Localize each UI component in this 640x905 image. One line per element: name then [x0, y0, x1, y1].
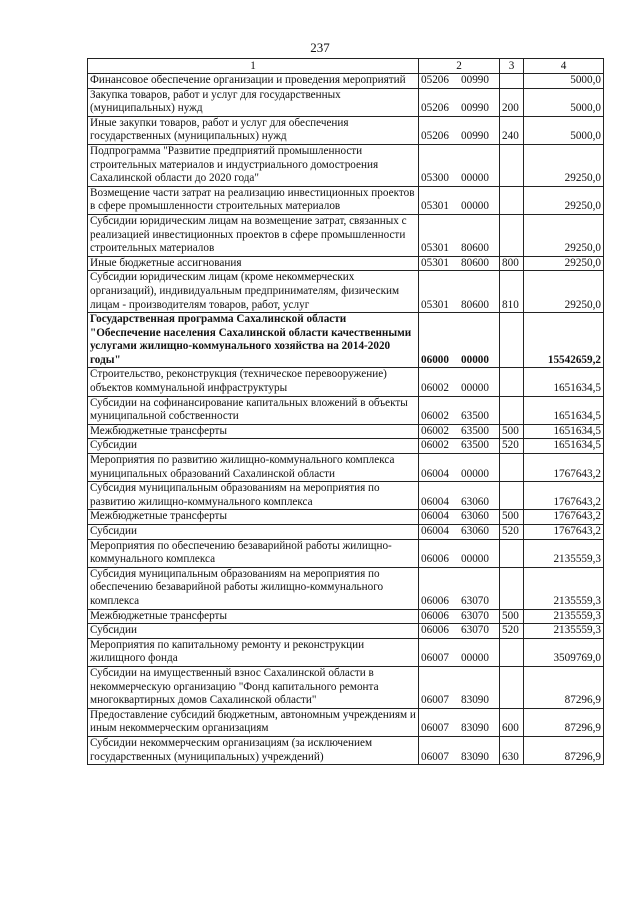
row-name: Межбюджетные трансферты: [88, 510, 419, 525]
row-amount: 1651634,5: [524, 424, 604, 439]
row-amount: 1767643,2: [524, 510, 604, 525]
row-code-direction: 63070: [461, 609, 489, 622]
row-amount: 29250,0: [524, 214, 604, 256]
row-name: Субсидии на софинансирование капитальных вложений в объекты муниципальной собственности: [88, 396, 419, 424]
row-code: [419, 313, 500, 368]
row-code: [419, 638, 500, 666]
row-code-program: 05301: [421, 298, 449, 311]
row-expense-type: 500: [500, 510, 524, 525]
row-name: Государственная программа Сахалинской области "Обеспечение населения Сахалинской области качественными услугами жилищно-коммунального хозяйства на 2014-2020 годы": [88, 313, 419, 368]
row-code-direction: 63070: [461, 594, 489, 607]
row-expense-type: 800: [500, 256, 524, 271]
row-code-program: 06004: [421, 495, 449, 508]
row-code-program: 06006: [421, 594, 449, 607]
table-row: [88, 271, 604, 313]
row-amount: 3509769,0: [524, 638, 604, 666]
table-row: [88, 567, 604, 609]
row-code-direction: 80600: [461, 298, 489, 311]
row-amount: 1651634,5: [524, 368, 604, 396]
row-code: [419, 567, 500, 609]
row-code-program: 06002: [421, 424, 449, 437]
row-amount: 1651634,5: [524, 439, 604, 454]
row-expense-type: [500, 74, 524, 89]
row-expense-type: [500, 396, 524, 424]
row-code: [419, 396, 500, 424]
row-code-program: 05300: [421, 172, 449, 185]
row-name: Строительство, реконструкция (техническое перевооружение) объектов коммунальной инфраструктуры: [88, 368, 419, 396]
table-row: [88, 609, 604, 624]
table-row: [88, 708, 604, 736]
row-code-program: 05301: [421, 200, 449, 213]
row-code-direction: 83090: [461, 694, 489, 707]
row-amount: 87296,9: [524, 666, 604, 708]
row-name: Финансовое обеспечение организации и проведения мероприятий: [88, 74, 419, 89]
row-amount: 2135559,3: [524, 567, 604, 609]
row-code-direction: 00000: [461, 652, 489, 665]
table-row: [88, 439, 604, 454]
row-name: Закупка товаров, работ и услуг для государственных (муниципальных) нужд: [88, 88, 419, 116]
row-code-program: 06004: [421, 467, 449, 480]
row-expense-type: [500, 567, 524, 609]
row-amount: 87296,9: [524, 708, 604, 736]
row-code-direction: 00000: [461, 200, 489, 213]
table-row: [88, 88, 604, 116]
row-code: [419, 525, 500, 540]
row-code-program: 06006: [421, 624, 449, 637]
row-amount: 1767643,2: [524, 482, 604, 510]
table-row: [88, 144, 604, 186]
row-code-direction: 00000: [461, 553, 489, 566]
row-amount: 5000,0: [524, 116, 604, 144]
row-code-program: 06000: [421, 353, 449, 366]
row-name: Субсидии юридическим лицам (кроме некоммерческих организаций), индивидуальным предпринимателям, физическим лицам - производителям товаров, работ, услуг: [88, 271, 419, 313]
row-code-program: 06004: [421, 525, 449, 537]
row-amount: 87296,9: [524, 736, 604, 764]
row-code-program: 05206: [421, 130, 449, 143]
table-row: [88, 539, 604, 567]
row-code-direction: 63070: [461, 624, 489, 637]
row-code-program: 06006: [421, 609, 449, 622]
row-expense-type: 520: [500, 624, 524, 639]
row-name: Субсидии: [88, 525, 419, 540]
row-code: [419, 368, 500, 396]
row-amount: 5000,0: [524, 74, 604, 89]
row-expense-type: [500, 186, 524, 214]
row-code-program: 06007: [421, 652, 449, 665]
row-name: Субсидии: [88, 624, 419, 639]
row-code-program: 06006: [421, 553, 449, 566]
row-code: [419, 214, 500, 256]
table-row: [88, 74, 604, 89]
row-expense-type: 500: [500, 609, 524, 624]
row-code-program: 06002: [421, 382, 449, 395]
table-row: [88, 368, 604, 396]
row-code-direction: 63500: [461, 410, 489, 423]
row-code-direction: 00990: [461, 130, 489, 143]
row-name: Субсидии на имущественный взнос Сахалинской области в некоммерческую организацию "Фонд капитального ремонта многоквартирных домов Сахалинской области": [88, 666, 419, 708]
row-code: [419, 186, 500, 214]
row-name: Иные закупки товаров, работ и услуг для обеспечения государственных (муниципальных) нужд: [88, 116, 419, 144]
row-code-direction: 83090: [461, 750, 489, 763]
row-code: [419, 144, 500, 186]
row-code-direction: 63060: [461, 510, 489, 523]
row-code-program: 05206: [421, 74, 449, 86]
row-code-direction: 80600: [461, 256, 489, 269]
header-col-code: 2: [419, 59, 500, 74]
row-name: Мероприятия по капитальному ремонту и реконструкции жилищного фонда: [88, 638, 419, 666]
row-code-direction: 00000: [461, 382, 489, 395]
row-code-program: 06004: [421, 510, 449, 523]
row-name: Предоставление субсидий бюджетным, автономным учреждениям и иным некоммерческим организациям: [88, 708, 419, 736]
row-code-direction: 63500: [461, 439, 489, 452]
row-code-program: 05206: [421, 102, 449, 115]
page-number: 237: [310, 40, 330, 55]
budget-table: [87, 58, 604, 765]
row-code-direction: 80600: [461, 242, 489, 255]
row-name: Возмещение части затрат на реализацию инвестиционных проектов в сфере промышленности строительных материалов: [88, 186, 419, 214]
header-row: [88, 59, 604, 74]
row-expense-type: [500, 368, 524, 396]
table-row: [88, 454, 604, 482]
table-body: [88, 74, 604, 765]
row-code: [419, 609, 500, 624]
header-col-name: 1: [88, 59, 419, 74]
row-amount: 15542659,2: [524, 313, 604, 368]
row-expense-type: 500: [500, 424, 524, 439]
row-expense-type: 520: [500, 439, 524, 454]
row-expense-type: [500, 666, 524, 708]
row-name: Субсидии юридическим лицам на возмещение затрат, связанных с реализацией инвестиционных проектов в сфере промышленности строительных материалов: [88, 214, 419, 256]
row-code: [419, 271, 500, 313]
row-amount: 1767643,2: [524, 454, 604, 482]
row-name: Иные бюджетные ассигнования: [88, 256, 419, 271]
table-row: [88, 186, 604, 214]
row-code-direction: 83090: [461, 722, 489, 735]
row-expense-type: 600: [500, 708, 524, 736]
row-code: [419, 666, 500, 708]
row-code: [419, 624, 500, 639]
row-name: Субсидия муниципальным образованиям на мероприятия по развитию жилищно-коммунального комплекса: [88, 482, 419, 510]
row-expense-type: [500, 454, 524, 482]
row-name: Подпрограмма "Развитие предприятий промышленности строительных материалов и индустриального домостроения Сахалинской области до 2020 года": [88, 144, 419, 186]
row-expense-type: [500, 539, 524, 567]
row-amount: 1767643,2: [524, 525, 604, 540]
row-code: [419, 539, 500, 567]
row-code-direction: 00000: [461, 467, 489, 480]
row-name: Субсидии: [88, 439, 419, 454]
row-name: Субсидии некоммерческим организациям (за исключением государственных (муниципальных) учреждений): [88, 736, 419, 764]
row-code: [419, 439, 500, 454]
table-row: [88, 256, 604, 271]
table-row: [88, 666, 604, 708]
row-code: [419, 256, 500, 271]
table-row: [88, 116, 604, 144]
table-row: [88, 736, 604, 764]
row-code-direction: 00990: [461, 102, 489, 115]
row-name: Субсидия муниципальным образованиям на мероприятия по обеспечению безаварийной работы жилищно-коммунального комплекса: [88, 567, 419, 609]
table-row: [88, 482, 604, 510]
row-expense-type: [500, 214, 524, 256]
row-expense-type: [500, 482, 524, 510]
row-code-program: 06007: [421, 750, 449, 763]
row-name: Межбюджетные трансферты: [88, 424, 419, 439]
row-amount: 29250,0: [524, 271, 604, 313]
row-amount: 2135559,3: [524, 609, 604, 624]
header-col-type: 3: [500, 59, 524, 74]
row-amount: 29250,0: [524, 186, 604, 214]
row-expense-type: [500, 638, 524, 666]
table-row: [88, 638, 604, 666]
row-code: [419, 88, 500, 116]
row-expense-type: 630: [500, 736, 524, 764]
row-code: [419, 736, 500, 764]
table-row: [88, 396, 604, 424]
row-code-program: 05301: [421, 256, 449, 269]
row-code-program: 06007: [421, 694, 449, 707]
table-row: [88, 313, 604, 368]
row-code-program: 06002: [421, 439, 449, 452]
header-col-amount: 4: [524, 59, 604, 74]
row-code: [419, 74, 500, 89]
row-code: [419, 116, 500, 144]
row-code-direction: 63060: [461, 525, 489, 537]
row-expense-type: [500, 313, 524, 368]
row-code-direction: 00000: [461, 172, 489, 185]
table-row: [88, 510, 604, 525]
row-expense-type: 240: [500, 116, 524, 144]
row-amount: 5000,0: [524, 88, 604, 116]
row-name: Мероприятия по развитию жилищно-коммунального комплекса муниципальных образований Сахалинской области: [88, 454, 419, 482]
row-expense-type: 810: [500, 271, 524, 313]
table-row: [88, 624, 604, 639]
row-code-direction: 00000: [461, 353, 489, 366]
table-row: [88, 214, 604, 256]
row-code-direction: 63500: [461, 424, 489, 437]
row-code-program: 05301: [421, 242, 449, 255]
row-code: [419, 708, 500, 736]
table-row: [88, 525, 604, 540]
row-amount: 2135559,3: [524, 624, 604, 639]
row-amount: 1651634,5: [524, 396, 604, 424]
row-code: [419, 510, 500, 525]
row-code: [419, 454, 500, 482]
row-amount: 2135559,3: [524, 539, 604, 567]
row-code: [419, 424, 500, 439]
row-name: Межбюджетные трансферты: [88, 609, 419, 624]
row-code-program: 06002: [421, 410, 449, 423]
row-expense-type: [500, 144, 524, 186]
row-expense-type: 200: [500, 88, 524, 116]
row-code-direction: 63060: [461, 495, 489, 508]
row-amount: 29250,0: [524, 256, 604, 271]
row-code-program: 06007: [421, 722, 449, 735]
row-amount: 29250,0: [524, 144, 604, 186]
row-name: Мероприятия по обеспечению безаварийной работы жилищно-коммунального комплекса: [88, 539, 419, 567]
table-row: [88, 424, 604, 439]
row-code-direction: 00990: [461, 74, 489, 86]
row-expense-type: 520: [500, 525, 524, 540]
row-code: [419, 482, 500, 510]
